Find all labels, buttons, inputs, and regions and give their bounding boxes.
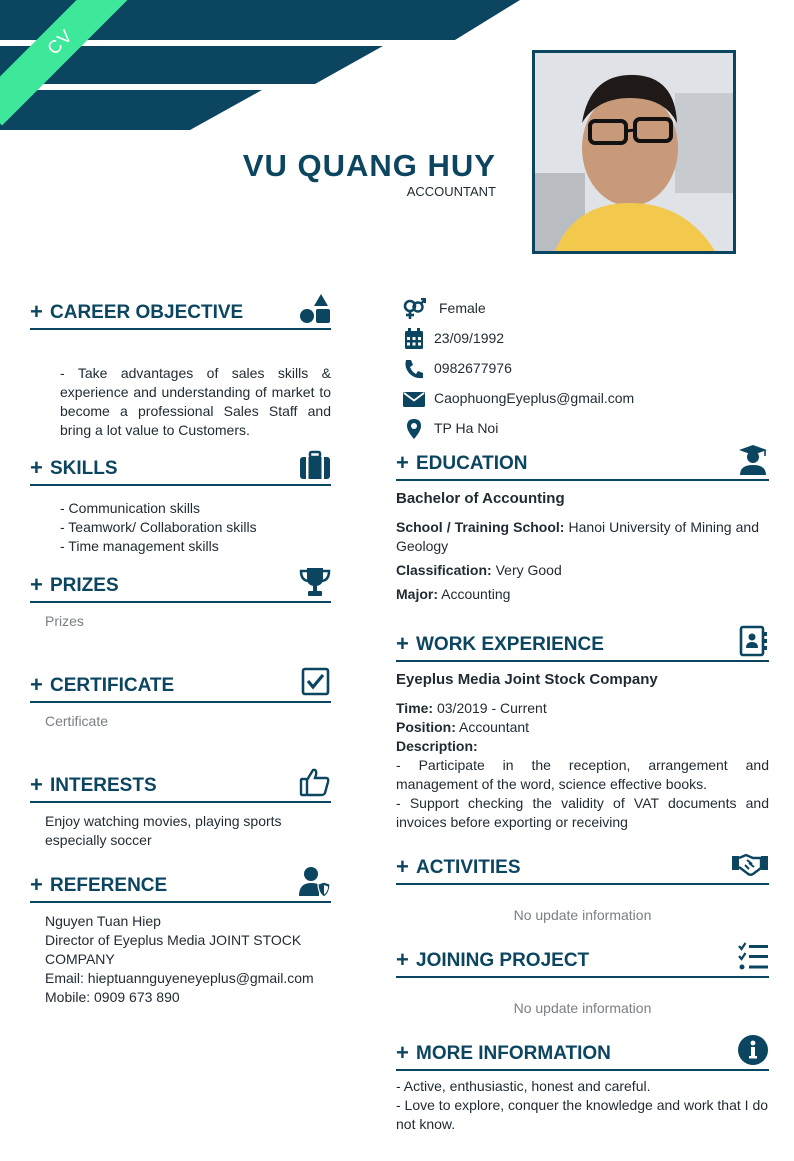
skills-heading: SKILLS (50, 458, 118, 479)
briefcase-icon (299, 449, 331, 481)
reference-mobile: Mobile: 0909 673 890 (45, 989, 180, 1005)
profile-photo (532, 50, 736, 254)
plus-icon: + (396, 450, 409, 475)
time-value: 03/2019 - Current (433, 700, 547, 716)
joining-project-header (396, 946, 769, 978)
skill-item: - Time management skills (60, 538, 219, 554)
activities-text: No update information (513, 907, 652, 923)
plus-icon: + (30, 299, 43, 324)
interests-heading: INTERESTS (50, 775, 157, 796)
phone-value: 0982677976 (434, 360, 512, 376)
plus-icon: + (30, 455, 43, 480)
time-label: Time: (396, 700, 434, 716)
education-school (396, 518, 759, 556)
education-classification (396, 561, 562, 580)
activities-header (396, 853, 769, 885)
reference-position: Director of Eyeplus Media JOINT STOCK COMPANY (45, 932, 302, 967)
checkbox-icon (299, 666, 331, 698)
work-time (396, 699, 547, 718)
gender-value: Female (439, 300, 486, 316)
career-objective-header (30, 298, 331, 330)
skills-header (30, 454, 331, 486)
graduate-icon (737, 444, 769, 476)
envelope-icon (402, 388, 426, 410)
joining-project-heading: JOINING PROJECT (416, 950, 590, 971)
prizes-heading: PRIZES (50, 575, 119, 596)
plus-icon: + (396, 1040, 409, 1065)
career-objective-text: - Take advantages of sales skills & experience and understanding of market to become a professional Sales Staff and bring a lot value to Customers. (60, 365, 331, 438)
handshake-icon (731, 848, 769, 880)
education-major (396, 585, 510, 604)
reference-name: Nguyen Tuan Hiep (45, 913, 161, 929)
gender-icon (402, 298, 426, 320)
career-objective-heading: CAREER OBJECTIVE (50, 302, 244, 323)
position-value: Accountant (455, 719, 530, 735)
joining-project-text: No update information (513, 1000, 652, 1016)
certificate-text: Certificate (45, 713, 109, 729)
birthday-value: 23/09/1992 (434, 330, 505, 346)
school-value: Hanoi University of Mining and Geology (396, 519, 759, 554)
work-position (396, 718, 529, 737)
education-degree: Bachelor of Accounting (396, 490, 565, 507)
plus-icon: + (30, 572, 43, 597)
reference-details (45, 912, 331, 1007)
work-description-line: - Participate in the reception, arrangement and management of the word, science effective books. (396, 757, 769, 792)
work-company: Eyeplus Media Joint Stock Company (396, 671, 658, 688)
phone-icon (402, 358, 426, 380)
candidate-title: ACCOUNTANT (406, 184, 496, 199)
work-description-line: - Support checking the validity of VAT documents and invoices before exporting or receiving (396, 795, 769, 830)
checklist-icon (737, 941, 769, 973)
shapes-icon (299, 293, 331, 325)
skill-item: - Teamwork/ Collaboration skills (60, 519, 257, 535)
candidate-name: VU QUANG HUY (242, 148, 496, 183)
work-experience-header (396, 630, 769, 662)
more-information-line: - Love to explore, conquer the knowledge and work that I do not know. (396, 1097, 769, 1132)
user-shield-icon (299, 866, 331, 898)
school-label: School / Training School: (396, 519, 565, 535)
calendar-icon (402, 328, 426, 350)
more-information-heading: MORE INFORMATION (416, 1043, 611, 1064)
location-pin-icon (402, 418, 426, 440)
classification-label: Classification: (396, 562, 492, 578)
plus-icon: + (396, 854, 409, 879)
interests-text: Enjoy watching movies, playing sports especially soccer (45, 813, 282, 848)
plus-icon: + (396, 947, 409, 972)
skills-list (60, 499, 331, 556)
major-value: Accounting (438, 586, 511, 602)
plus-icon: + (396, 631, 409, 656)
education-header (396, 449, 769, 481)
reference-header (30, 871, 331, 903)
plus-icon: + (30, 772, 43, 797)
avatar (535, 53, 733, 251)
work-description-label: Description: (396, 738, 478, 754)
interests-header (30, 771, 331, 803)
trophy-icon (299, 566, 331, 598)
activities-heading: ACTIVITIES (416, 857, 521, 878)
more-information-text (396, 1077, 769, 1134)
classification-value: Very Good (491, 562, 562, 578)
plus-icon: + (30, 672, 43, 697)
work-description (396, 756, 769, 832)
reference-heading: REFERENCE (50, 875, 168, 896)
contact-book-icon (737, 625, 769, 657)
prizes-header (30, 571, 331, 603)
info-icon (737, 1034, 769, 1066)
address-value: TP Ha Noi (434, 420, 499, 436)
reference-email: Email: hieptuannguyeneyeplus@gmail.com (45, 970, 314, 986)
email-value: CaophuongEyeplus@gmail.com (434, 390, 635, 406)
education-heading: EDUCATION (416, 453, 528, 474)
thumbs-up-icon (299, 766, 331, 798)
position-label: Position: (396, 719, 456, 735)
plus-icon: + (30, 872, 43, 897)
certificate-header (30, 671, 331, 703)
prizes-text: Prizes (45, 613, 84, 629)
more-information-header (396, 1039, 769, 1071)
banner-stripe-bottom (0, 90, 262, 130)
cv-ribbon: CV (0, 0, 143, 125)
major-label: Major: (396, 586, 438, 602)
more-information-line: - Active, enthusiastic, honest and careful. (396, 1078, 651, 1094)
skill-item: - Communication skills (60, 500, 201, 516)
work-experience-heading: WORK EXPERIENCE (416, 634, 604, 655)
certificate-heading: CERTIFICATE (50, 675, 175, 696)
